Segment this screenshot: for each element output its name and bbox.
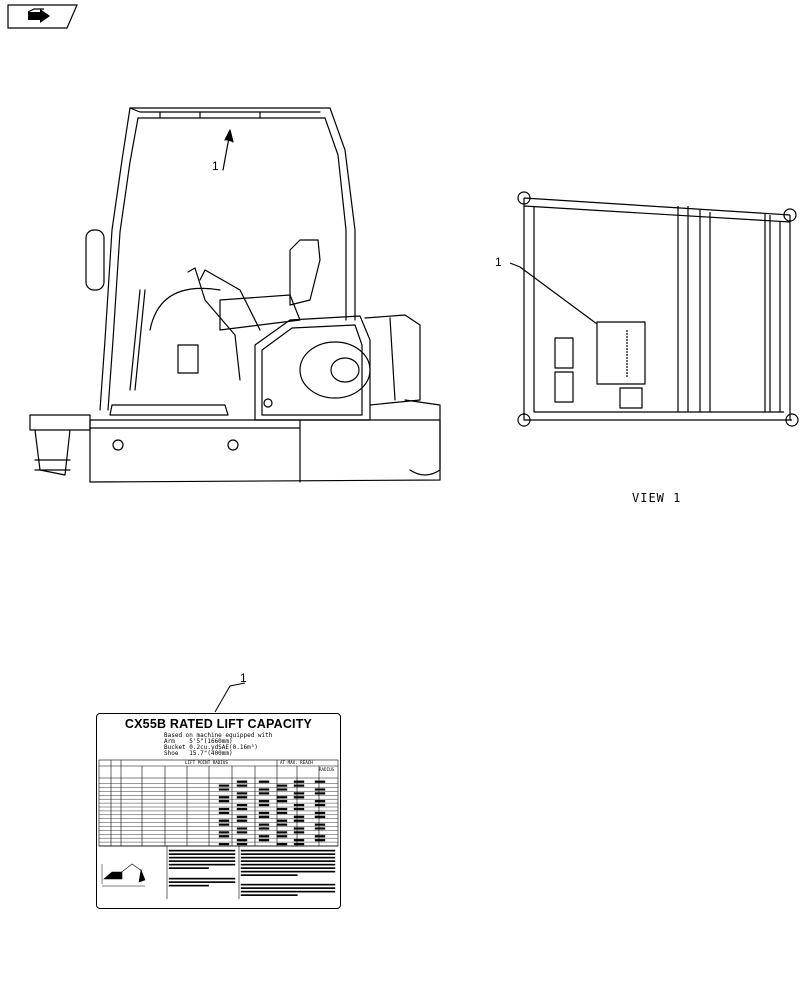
table-cell-mark (237, 832, 247, 834)
table-cell-mark (237, 808, 247, 810)
spec-line-4: Shoe 15.7"(400mm) (164, 750, 233, 757)
note-text-mark (169, 864, 235, 865)
note-text-mark (241, 871, 335, 872)
table-cell-mark (294, 808, 304, 810)
table-cell-mark (277, 843, 287, 845)
table-cell-mark (259, 789, 269, 791)
table-cell-mark (294, 816, 304, 818)
table-cell-mark (277, 800, 287, 802)
table-cell-mark (315, 793, 325, 795)
view-caption: VIEW 1 (632, 491, 682, 505)
table-cell-mark (219, 835, 229, 837)
table-cell-mark (315, 816, 325, 818)
table-cell-mark (294, 781, 304, 783)
note-text-mark (169, 850, 235, 851)
note-text-mark (241, 891, 335, 892)
table-cell-mark (219, 843, 229, 845)
table-cell-mark (294, 828, 304, 830)
table-cell-mark (219, 808, 229, 810)
note-text-mark (241, 861, 335, 862)
table-cell-mark (259, 800, 269, 802)
table-cell-mark (294, 804, 304, 806)
table-cell-mark (277, 785, 287, 787)
note-text-mark (169, 854, 235, 855)
spec-line-1: Based on machine equipped with (164, 732, 273, 739)
note-text-mark (241, 888, 335, 889)
table-cell-mark (219, 824, 229, 826)
lift-capacity-decal (96, 713, 341, 909)
note-text-mark (169, 861, 235, 862)
table-cell-mark (259, 839, 269, 841)
table-cell-mark (294, 796, 304, 798)
table-cell-mark (294, 839, 304, 841)
note-text-mark (169, 878, 235, 879)
table-cell-mark (237, 781, 247, 783)
note-text-mark (241, 875, 297, 876)
table-cell-mark (277, 820, 287, 822)
table-cell-mark (259, 793, 269, 795)
table-cell-mark (237, 820, 247, 822)
note-text-mark (241, 884, 335, 885)
table-cell-mark (237, 793, 247, 795)
table-cell-mark (237, 804, 247, 806)
table-cell-mark (219, 789, 229, 791)
table-cell-mark (259, 828, 269, 830)
decal-callout-label: 1 (240, 671, 247, 685)
table-cell-mark (315, 804, 325, 806)
table-cell-mark (315, 828, 325, 830)
table-cell-mark (219, 812, 229, 814)
table-cell-mark (294, 793, 304, 795)
table-cell-mark (315, 800, 325, 802)
table-cell-mark (315, 812, 325, 814)
note-text-mark (241, 854, 335, 855)
table-cell-mark (259, 781, 269, 783)
note-text-mark (169, 857, 235, 858)
table-cell-mark (237, 796, 247, 798)
note-text-mark (241, 857, 335, 858)
radius-header: RADIUS (319, 767, 335, 772)
table-cell-mark (237, 816, 247, 818)
table-cell-mark (259, 824, 269, 826)
table-cell-mark (219, 832, 229, 834)
note-text-mark (241, 895, 297, 896)
cab-callout-label: 1 (212, 159, 219, 173)
note-text-mark (169, 882, 235, 883)
table-cell-mark (315, 839, 325, 841)
max-reach-header: AT MAX. REACH (280, 760, 313, 765)
table-cell-mark (294, 820, 304, 822)
table-cell-mark (259, 816, 269, 818)
table-cell-mark (277, 796, 287, 798)
table-cell-mark (294, 785, 304, 787)
table-cell-mark (294, 832, 304, 834)
table-cell-mark (237, 843, 247, 845)
table-cell-mark (219, 796, 229, 798)
table-cell-mark (315, 789, 325, 791)
table-cell-mark (277, 824, 287, 826)
table-cell-mark (237, 785, 247, 787)
table-cell-mark (277, 808, 287, 810)
table-cell-mark (237, 839, 247, 841)
table-cell-mark (237, 828, 247, 830)
table-cell-mark (277, 832, 287, 834)
note-text-mark (169, 885, 209, 886)
table-cell-mark (315, 824, 325, 826)
table-cell-mark (219, 785, 229, 787)
table-header: LIFT POINT RADIUS (185, 760, 228, 765)
table-cell-mark (315, 781, 325, 783)
spec-line-2: Arm 5'5"(1660mm) (164, 738, 233, 745)
lift-table-grid (97, 714, 341, 909)
table-cell-mark (294, 843, 304, 845)
table-cell-mark (259, 804, 269, 806)
table-cell-mark (219, 820, 229, 822)
table-cell-mark (277, 789, 287, 791)
table-cell-mark (277, 812, 287, 814)
note-text-mark (241, 864, 335, 865)
table-cell-mark (259, 812, 269, 814)
table-cell-mark (277, 835, 287, 837)
note-text-mark (241, 850, 335, 851)
spec-line-3: Bucket 0.2cu.ydSAE(0.16m³) (164, 744, 258, 751)
decal-title: CX55B RATED LIFT CAPACITY (124, 717, 313, 731)
note-text-mark (241, 868, 335, 869)
note-text-mark (169, 868, 209, 869)
table-cell-mark (259, 835, 269, 837)
view-callout-label: 1 (495, 255, 502, 269)
table-cell-mark (219, 800, 229, 802)
table-cell-mark (315, 835, 325, 837)
